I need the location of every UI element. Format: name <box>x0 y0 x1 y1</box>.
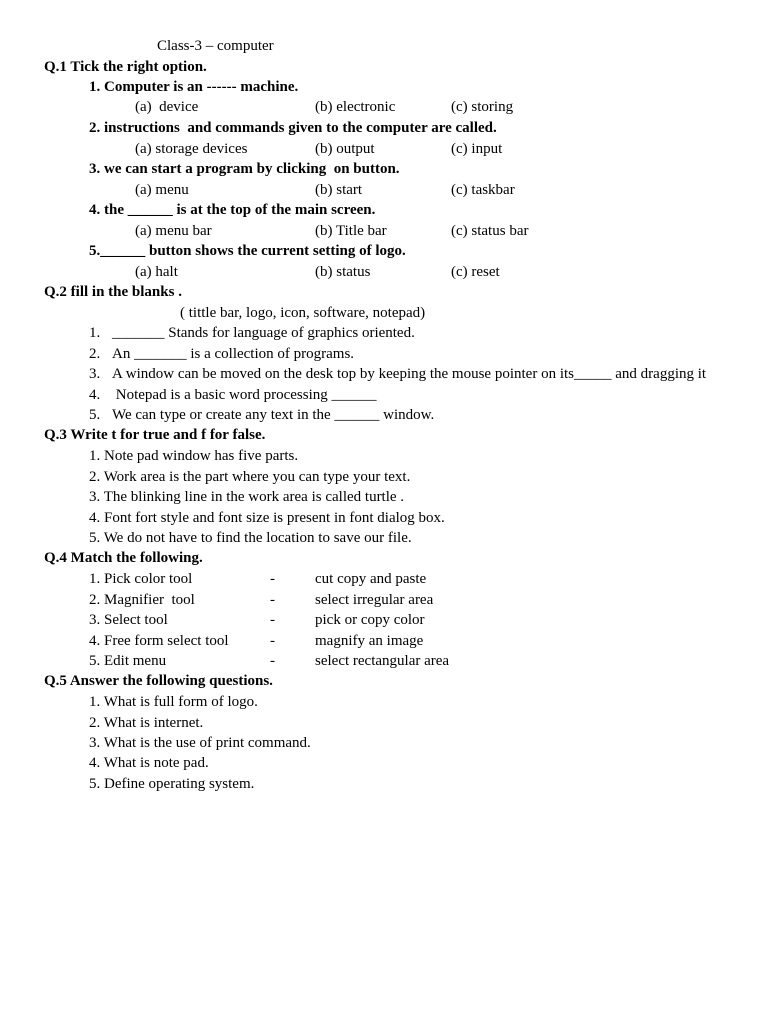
q5-item-2: 2. What is internet. <box>89 715 204 731</box>
q4-row-1-left: 1. Pick color tool <box>89 571 193 587</box>
q1-q2-option-c: (c) input <box>451 141 503 157</box>
q4-heading: Q.4 Match the following. <box>44 550 203 566</box>
q4-row-4-right: magnify an image <box>315 633 424 649</box>
q4-row-5-right: select rectangular area <box>315 653 450 669</box>
q1-q5-option-a: (a) halt <box>135 264 178 280</box>
q3-item-4: 4. Font fort style and font size is present in font dialog box. <box>89 510 445 526</box>
q5-item-4: 4. What is note pad. <box>89 755 209 771</box>
q1-q5-option-c: (c) reset <box>451 264 500 280</box>
q1-q3-option-a: (a) menu <box>135 182 189 198</box>
q4-row-1-dash: - <box>270 571 275 587</box>
q1-question-4: 4. the ______ is at the top of the main screen. <box>89 202 376 218</box>
q3-heading: Q.3 Write t for true and f for false. <box>44 427 266 443</box>
q4-row-1-right: cut copy and paste <box>315 571 427 587</box>
q4-row-5-dash: - <box>270 653 275 669</box>
q1-q1-option-c: (c) storing <box>451 99 514 115</box>
q2-item-5-text: We can type or create any text in the ______ window. <box>112 407 435 423</box>
q2-item-4-text: Notepad is a basic word processing ______ <box>112 387 377 403</box>
q2-item-3-text: A window can be moved on the desk top by keeping the mouse pointer on its_____ and dragging it <box>112 366 707 382</box>
q2-item-4-number: 4. <box>89 387 101 403</box>
q1-q4-option-b: (b) Title bar <box>315 223 387 239</box>
q1-question-3: 3. we can start a program by clicking on button. <box>89 161 400 177</box>
q1-q3-option-b: (b) start <box>315 182 363 198</box>
q2-item-1-text: _______ Stands for language of graphics oriented. <box>112 325 415 341</box>
q1-heading: Q.1 Tick the right option. <box>44 59 207 75</box>
q4-row-2-left: 2. Magnifier tool <box>89 592 195 608</box>
q3-item-3: 3. The blinking line in the work area is called turtle . <box>89 489 405 505</box>
q2-item-3-number: 3. <box>89 366 101 382</box>
q4-row-4-left: 4. Free form select tool <box>89 633 229 649</box>
q1-q4-option-a: (a) menu bar <box>135 223 212 239</box>
q4-row-3-dash: - <box>270 612 275 628</box>
q2-heading: Q.2 fill in the blanks . <box>44 284 182 300</box>
q5-item-5: 5. Define operating system. <box>89 776 255 792</box>
q1-q2-option-b: (b) output <box>315 141 375 157</box>
q3-item-2: 2. Work area is the part where you can type your text. <box>89 469 411 485</box>
q1-q3-option-c: (c) taskbar <box>451 182 515 198</box>
q4-row-4-dash: - <box>270 633 275 649</box>
q2-item-5-number: 5. <box>89 407 101 423</box>
q4-row-5-left: 5. Edit menu <box>89 653 167 669</box>
q3-item-5: 5. We do not have to find the location to save our file. <box>89 530 412 546</box>
q1-question-5: 5.______ button shows the current setting of logo. <box>89 243 406 259</box>
q5-item-1: 1. What is full form of logo. <box>89 694 258 710</box>
q4-row-3-left: 3. Select tool <box>89 612 168 628</box>
q4-row-3-right: pick or copy color <box>315 612 425 628</box>
q2-item-1-number: 1. <box>89 325 101 341</box>
q3-item-1: 1. Note pad window has five parts. <box>89 448 299 464</box>
q1-q4-option-c: (c) status bar <box>451 223 529 239</box>
q1-q2-option-a: (a) storage devices <box>135 141 248 157</box>
q1-q5-option-b: (b) status <box>315 264 371 280</box>
q5-heading: Q.5 Answer the following questions. <box>44 673 273 689</box>
q1-question-1: 1. Computer is an ------ machine. <box>89 79 299 95</box>
q4-row-2-dash: - <box>270 592 275 608</box>
q1-q1-option-a: (a) device <box>135 99 199 115</box>
q2-word-bank: ( tittle bar, logo, icon, software, notepad) <box>180 305 426 321</box>
q1-question-2: 2. instructions and commands given to the computer are called. <box>89 120 497 136</box>
q2-item-2-number: 2. <box>89 346 101 362</box>
q5-item-3: 3. What is the use of print command. <box>89 735 311 751</box>
q4-row-2-right: select irregular area <box>315 592 434 608</box>
page-title: Class-3 – computer <box>157 38 274 54</box>
q1-q1-option-b: (b) electronic <box>315 99 396 115</box>
q2-item-2-text: An _______ is a collection of programs. <box>112 346 355 362</box>
